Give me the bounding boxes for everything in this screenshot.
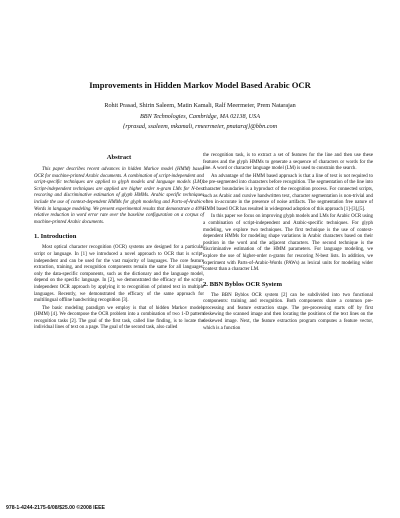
section-heading-byblos: 2. BBN Byblos OCR System xyxy=(203,280,282,288)
affiliation: BBN Technologies, Cambridge, MA 02138, USA xyxy=(140,113,260,120)
author-emails: {rprasad, ssaleem, mkamali, rmeermeier, pnataraj}@bbn.com xyxy=(122,123,278,130)
paper-title: Improvements in Hidden Markov Model Based Arabic OCR xyxy=(89,80,311,90)
copyright-footer: 978-1-4244-2175-6/08/$25.00 ©2008 IEEE xyxy=(6,505,106,511)
right-column xyxy=(203,153,373,332)
intro-paragraph-3: the recognition task, is to extract a set of features for the line and then use these features and the glyph HMMs to generate a sequence of characters or words for the line. A word or character language model (LM) is used to constrain the search. xyxy=(203,153,373,172)
intro-paragraph-4: An advantage of the HMM based approach is that a line of text is not required to be pre-segmented into characters before recognition. The segmentation of the line into character boundaries is a byproduct of the recognition process. For connected scripts, such as Arabic and cursive handwritten text, character segmentation is non-trivial and often in-accurate in the presence of noise artifacts. The segmentation free nature of HMM based OCR has resulted in widespread adoption of this approach [1]-[3],[5]. xyxy=(203,173,373,212)
abstract-heading: Abstract xyxy=(106,154,132,161)
abstract-text: This paper describes recent advances in hidden Markov model (HMM) based OCR for machine-printed Arabic documents. A combination of script-independent and script-specific techniques are applied to glyph models and language models (LM). Script-independent techniques are applied are higher order n-gram LMs for N-best rescoring and discriminative estimation of glyph HMMs. Arabic specific techniques include the use of context-dependent HMMs for glyph modeling and Parts-of-Arabic-Words in language modeling. We present experimental results that demonstrate a 40% relative reduction in word error rate over the baseline configuration on a corpus of machine-printed Arabic documents. xyxy=(34,167,204,225)
intro-paragraph-2: The basic modeling paradigm we employ is that of hidden Markov models (HMM) [4]. We decompose the OCR problem into a combination of two 1-D pattern recognition tasks [2]. The goal of the first task, called line finding, is to locate the individual lines of text on a page. The goal of the second task, also called xyxy=(34,305,204,331)
author-list: Rohit Prasad, Shirin Saleem, Matin Kamali, Ralf Meermeier, Prem Natarajan xyxy=(104,102,296,109)
section-heading-introduction: 1. Introduction xyxy=(34,233,77,241)
byblos-paragraph-1: The BBN Byblos OCR system [2] can be subdivided into two functional components: training and recognition. Both components share a common pre-processing and feature extraction stage. The pre-processing starts off by first deskewing the scanned image and then locating the positions of the text lines on the deskewed image. Next, the feature extraction program computes a feature vector, which is a function xyxy=(203,292,373,331)
left-column xyxy=(34,153,204,332)
intro-paragraph-1: Most optical character recognition (OCR) systems are designed for a particular script or language. In [1] we introduced a novel approach to OCR that is script-independent and can be used for the vast majority of languages. The core feature extraction, training, and recognition components remain the same for all languages; only the data-specific components, such as the dictionary and the language model, depend on the specific language. In [2], we demonstrated the efficacy of the script-independent OCR approach by applying it to recognition of printed text in multiple languages. Recently, we demonstrated the efficacy of the same approach for multilingual offline handwriting recognition [3]. xyxy=(34,245,204,304)
intro-paragraph-5: In this paper we focus on improving glyph models and LMs for Arabic OCR using a combination of script-independent and Arabic-specific techniques. For glyph modeling, we explore two techniques. The first technique is the use of context-dependent HMMs for modeling shape variations in Arabic characters based on their position in the word and the adjacent characters. The second technique is the discriminative estimation of the HMM parameters. For language modeling, we explore the use of higher-order n-grams for rescoring N-best lists. In addition, we experiment with Parts-of-Arabic-Words (PAWs) as lexical units for modeling wider context than a character LM. xyxy=(203,214,373,273)
